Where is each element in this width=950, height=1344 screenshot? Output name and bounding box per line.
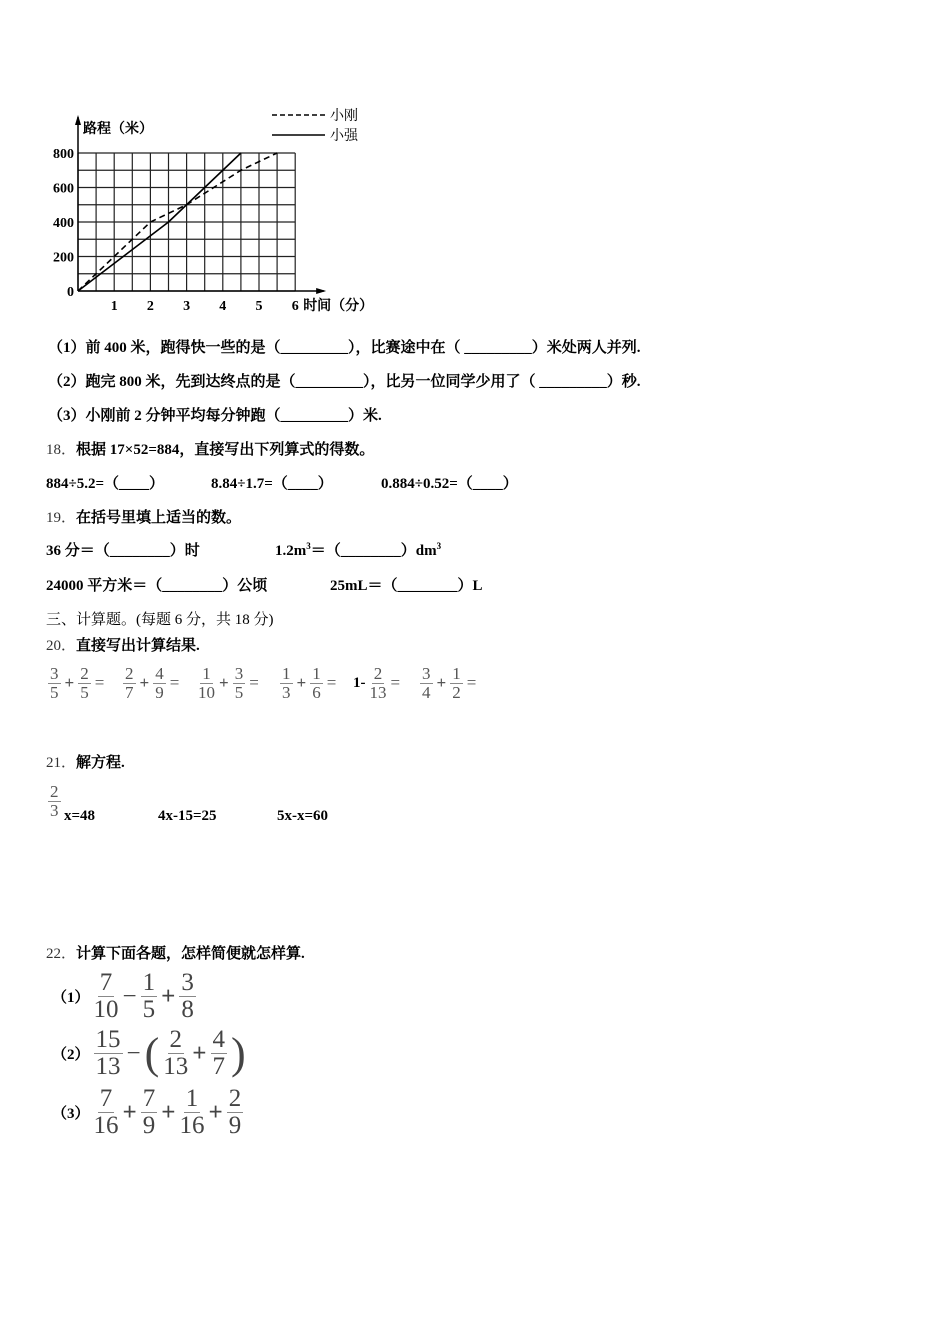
distance-time-chart [40, 95, 380, 315]
denominator: 7 [125, 682, 134, 702]
denominator: 5 [142, 996, 156, 1024]
fraction [48, 665, 61, 702]
q19-item: 25mL＝（________）L [330, 578, 483, 594]
math-expression [92, 1085, 246, 1140]
q19-item: $1.2m^3=(\_\_\_\_\_\_\_\_)dm^3$ [275, 541, 442, 559]
numerator: 3 [181, 969, 194, 996]
equation: x=48 [64, 808, 96, 824]
math-expression [121, 665, 181, 702]
fraction [163, 1027, 188, 1081]
denominator: 8 [181, 996, 194, 1024]
operator: + [161, 982, 176, 1010]
fraction [227, 1086, 244, 1140]
denominator: 5 [50, 682, 59, 702]
operator: + [139, 673, 150, 693]
math-expression [92, 1026, 248, 1081]
fraction [310, 665, 323, 702]
numerator: 2 [373, 664, 383, 683]
math-expression [278, 665, 338, 702]
y-tick-label: 800 [53, 147, 74, 162]
item-label: （1） [52, 990, 90, 1007]
fraction [153, 665, 166, 702]
denominator: 13 [163, 1053, 189, 1081]
denominator: 5 [234, 682, 244, 702]
equation: 4x-15=25 [158, 808, 217, 824]
question-number: 20． [46, 638, 77, 654]
fraction [233, 665, 246, 702]
denominator: 5 [80, 682, 89, 702]
numerator: 7 [99, 969, 113, 996]
fraction [141, 970, 158, 1024]
q18-item: 0.884÷0.52=（____） [381, 476, 518, 492]
fraction [370, 665, 387, 702]
fraction: $\frac{2}{3}$ [50, 782, 59, 820]
fraction [94, 1086, 119, 1140]
fraction [198, 665, 215, 702]
numerator: 3 [422, 664, 431, 683]
x-tick-label: 6 [291, 299, 299, 314]
q18-item: 8.84÷1.7=（____） [211, 476, 333, 492]
legend-label: 小强 [330, 128, 358, 144]
fraction [280, 665, 293, 702]
numerator: 7 [142, 1085, 156, 1112]
operator: = [169, 673, 180, 693]
operator: ( [144, 1029, 160, 1079]
operator: 1- [353, 674, 366, 691]
fraction [450, 665, 463, 702]
numerator: 1 [185, 1085, 199, 1112]
numerator: 4 [212, 1026, 226, 1053]
q17-part3: （3）小刚前 2 分钟平均每分钟跑（_________）米. [48, 408, 382, 424]
fraction [123, 665, 136, 702]
operator: + [122, 1098, 137, 1126]
item-label: （3） [52, 1106, 90, 1123]
math-expression [418, 665, 478, 702]
q19-item: 24000 平方米＝（________）公顷 [46, 578, 268, 594]
operator: + [64, 673, 75, 693]
operator: = [390, 673, 401, 693]
denominator: 16 [179, 1112, 205, 1140]
numerator: 4 [155, 664, 164, 683]
operator: = [94, 673, 105, 693]
item-label: （2） [52, 1047, 90, 1064]
y-tick-label: 0 [67, 285, 74, 300]
q17-part1: （1）前 400 米，跑得快一些的是（_________），比赛途中在（ _________）米处两人并列. [48, 340, 641, 356]
question-title: 根据 17×52=884，直接写出下列算式的得数。 [76, 442, 375, 458]
numerator: 1 [202, 664, 211, 683]
legend-label: 小刚 [330, 108, 358, 124]
numerator: 2 [169, 1026, 183, 1053]
numerator: 3 [50, 664, 59, 683]
numerator: 3 [234, 664, 244, 683]
fraction [179, 970, 196, 1024]
question-title: 在括号里填上适当的数。 [76, 510, 242, 526]
x-tick-label: 3 [183, 299, 191, 314]
operator: + [219, 673, 229, 693]
question-number: 18． [46, 442, 77, 458]
y-tick-label: 400 [53, 216, 74, 231]
numerator: 1 [282, 664, 291, 683]
question-title: 直接写出计算结果. [76, 638, 200, 654]
question-title: 解方程. [76, 755, 125, 771]
fraction [94, 970, 119, 1024]
section-heading: 三、计算题。(每题 6 分，共 18 分) [46, 612, 274, 628]
operator: = [326, 673, 337, 693]
fraction [420, 665, 433, 702]
fraction [94, 1027, 123, 1081]
denominator: 13 [369, 682, 387, 702]
operator: + [436, 673, 447, 693]
y-tick-label: 600 [53, 181, 74, 197]
denominator: 4 [422, 682, 431, 702]
equation: 5x-x=60 [277, 808, 329, 824]
q18-item: 884÷5.2=（____） [46, 476, 165, 492]
x-tick-label: 4 [219, 299, 227, 314]
numerator: 7 [99, 1085, 113, 1112]
q19-item: 36 分＝（________）时 [46, 543, 200, 559]
q17-part2: （2）跑完 800 米，先到达终点的是（_________），比另一位同学少用了（ _________）秒. [48, 374, 641, 390]
fraction [211, 1027, 228, 1081]
denominator: 10 [198, 682, 215, 702]
numerator: 15 [95, 1026, 121, 1053]
question-number: 19． [46, 510, 77, 526]
x-tick-label: 2 [146, 299, 154, 314]
x-axis-arrow [316, 288, 326, 294]
fraction [180, 1086, 205, 1140]
numerator: 1 [142, 969, 156, 996]
operator: + [208, 1098, 223, 1126]
fraction [78, 665, 91, 702]
denominator: 9 [228, 1112, 242, 1140]
operator: ) [231, 1029, 246, 1079]
denominator: 6 [312, 682, 321, 702]
y-axis-arrow [75, 115, 81, 125]
denominator: 7 [212, 1053, 226, 1081]
x-tick-label: 1 [110, 299, 118, 314]
math-expression [196, 665, 261, 702]
numerator: 1 [312, 664, 321, 683]
y-tick-label: 200 [53, 250, 74, 266]
question-number: 22． [46, 946, 77, 962]
math-expression [92, 969, 198, 1024]
numerator: 2 [80, 664, 89, 683]
q22-item [50, 970, 198, 1024]
denominator: 2 [452, 682, 461, 702]
operator: + [161, 1098, 176, 1126]
denominator: 3 [282, 682, 291, 702]
fraction [141, 1086, 158, 1140]
operator: − [126, 1039, 141, 1067]
operator: + [296, 673, 307, 693]
question-title: 计算下面各题，怎样简便就怎样算. [76, 946, 305, 962]
denominator: 16 [93, 1112, 119, 1140]
x-tick-label: 5 [255, 299, 263, 314]
math-expression [351, 665, 402, 702]
numerator: 2 [228, 1085, 242, 1112]
x-axis-label: 时间（分） [303, 298, 374, 314]
y-axis-label: 路程（米） [83, 121, 153, 137]
numerator: 2 [125, 664, 134, 683]
operator: − [122, 982, 137, 1010]
operator: = [466, 673, 477, 693]
denominator: 10 [93, 996, 119, 1024]
denominator: 13 [95, 1053, 121, 1081]
denominator: 9 [142, 1112, 156, 1140]
operator: + [192, 1039, 207, 1067]
q22-item [50, 1086, 245, 1140]
q22-item [50, 1027, 248, 1081]
numerator: 1 [452, 664, 461, 683]
denominator: 9 [155, 682, 164, 702]
math-expression [46, 665, 106, 702]
operator: = [249, 673, 259, 693]
question-number: 21． [46, 755, 77, 771]
